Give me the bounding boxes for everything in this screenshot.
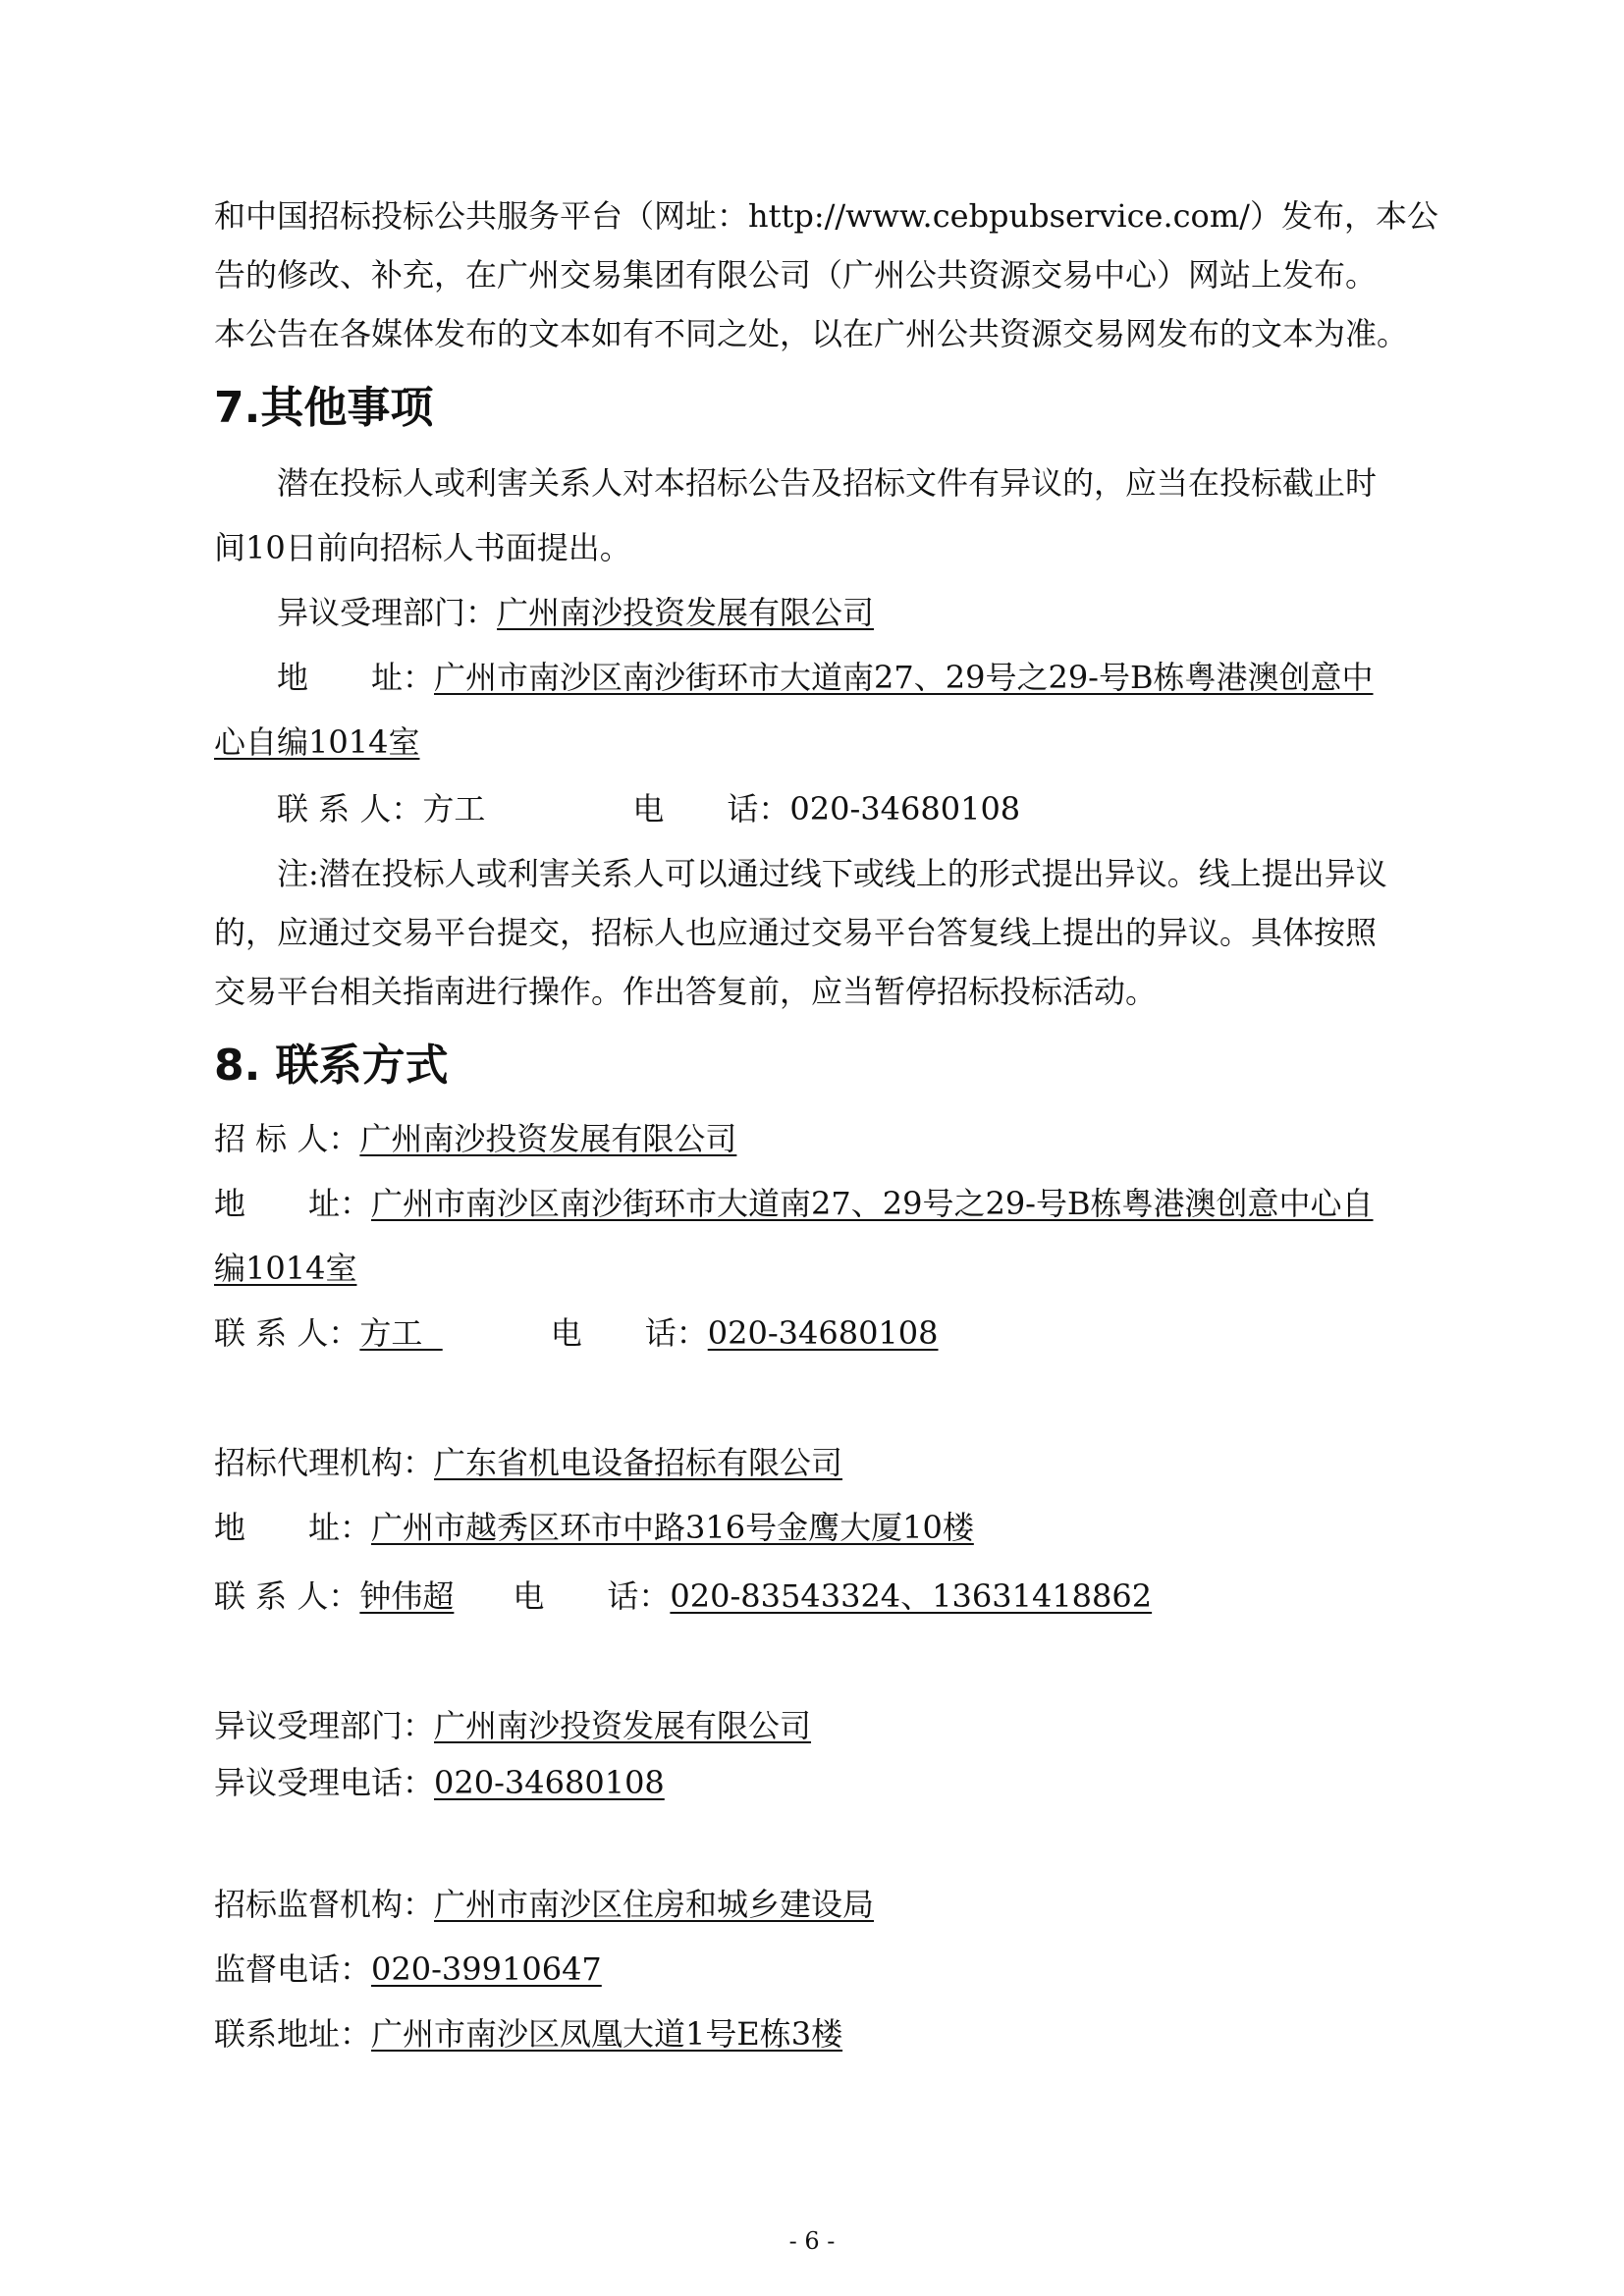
- tenderer-phone-value: 020-34680108: [707, 1314, 939, 1352]
- agent-row: [214, 1443, 842, 1482]
- objection-address-value: 广州市南沙区南沙街环市大道南27、29号之29-号B栋粤港澳创意中: [434, 659, 1374, 696]
- intro-line-2: 告的修改、补充，在广州交易集团有限公司（广州公共资源交易中心）网站上发布。: [214, 256, 1378, 294]
- supervisor-address-label: 联系地址：: [214, 2015, 372, 2053]
- objection-contact-value: 方工: [422, 790, 486, 828]
- objection-contact-label: 联 系 人：: [277, 790, 423, 828]
- intro-line-3: 本公告在各媒体发布的文本如有不同之处，以在广州公共资源交易网发布的文本为准。: [214, 315, 1409, 352]
- tenderer-contact-row: [214, 1313, 939, 1353]
- supervisor-row: [214, 1885, 874, 1924]
- tenderer-address-row: [214, 1184, 1374, 1223]
- tenderer-address-value: 广州市南沙区南沙街环市大道南27、29号之29-号B栋粤港澳创意中心自: [371, 1185, 1374, 1222]
- objection-dept-2-row: [214, 1706, 811, 1745]
- objection-phone-value: 020-34680108: [789, 790, 1021, 828]
- agent-phone-value: 020-83543324、13631418862: [670, 1577, 1153, 1615]
- agent-value: 广东省机电设备招标有限公司: [434, 1444, 843, 1481]
- objection-address-row: [214, 658, 1374, 697]
- tenderer-row: [214, 1119, 736, 1158]
- supervisor-phone-label: 监督电话：: [214, 1950, 372, 1988]
- tenderer-address-value-cont: 编1014室: [214, 1250, 357, 1287]
- note-line-1: 注:潜在投标人或利害关系人可以通过线下或线上的形式提出异议。线上提出异议: [277, 855, 1387, 892]
- agent-contact-label: 联 系 人：: [214, 1577, 360, 1615]
- note-line-3: 交易平台相关指南进行操作。作出答复前，应当暂停招标投标活动。: [214, 973, 1158, 1010]
- agent-contact-row: [214, 1576, 1152, 1616]
- objection-dept-2-label: 异议受理部门：: [214, 1707, 435, 1744]
- agent-phone-label: 电 话：: [513, 1577, 671, 1615]
- objection-address-continued: [214, 722, 419, 762]
- supervisor-phone-value: 020-39910647: [371, 1950, 602, 1988]
- objection-contact-row: [214, 789, 1020, 828]
- section-8-heading: 8. 联系方式: [214, 1041, 449, 1091]
- objection-address-value-cont: 心自编1014室: [214, 723, 420, 761]
- objection-dept-label: 异议受理部门：: [277, 594, 498, 631]
- agent-label: 招标代理机构：: [214, 1444, 435, 1481]
- supervisor-value: 广州市南沙区住房和城乡建设局: [434, 1886, 875, 1923]
- objection-phone-label: 电 话：: [632, 790, 790, 828]
- agent-address-label: 地 址：: [214, 1509, 372, 1546]
- objection-paragraph-line-1: 潜在投标人或利害关系人对本招标公告及招标文件有异议的，应当在投标截止时: [277, 464, 1378, 502]
- objection-dept-2-value: 广州南沙投资发展有限公司: [434, 1707, 812, 1744]
- agent-contact-value: 钟伟超: [359, 1577, 455, 1615]
- tenderer-address-label: 地 址：: [214, 1185, 372, 1222]
- objection-dept-value: 广州南沙投资发展有限公司: [497, 594, 875, 631]
- tenderer-value: 广州南沙投资发展有限公司: [359, 1120, 737, 1157]
- tenderer-address-continued: [214, 1249, 356, 1288]
- objection-phone-2-label: 异议受理电话：: [214, 1764, 435, 1801]
- tenderer-label: 招 标 人：: [214, 1120, 360, 1157]
- tenderer-contact-label: 联 系 人：: [214, 1314, 360, 1352]
- tenderer-contact-value: 方工: [359, 1314, 443, 1352]
- section-7-heading: 7.其他事项: [214, 383, 434, 433]
- objection-address-label: 地 址：: [277, 659, 435, 696]
- supervisor-address-row: [214, 2014, 842, 2054]
- objection-dept-row: [214, 593, 874, 632]
- supervisor-phone-row: [214, 1949, 602, 1989]
- objection-phone-2-row: [214, 1763, 665, 1802]
- tenderer-phone-label: 电 话：: [550, 1314, 708, 1352]
- objection-phone-2-value: 020-34680108: [434, 1764, 665, 1801]
- objection-paragraph-line-2: 间10日前向招标人书面提出。: [214, 529, 631, 566]
- agent-address-row: [214, 1508, 974, 1547]
- page-number: - 6 -: [788, 2227, 836, 2255]
- intro-line-1: 和中国招标投标公共服务平台（网址：http://www.cebpubservice.com/）发布，本公: [214, 197, 1438, 235]
- supervisor-label: 招标监督机构：: [214, 1886, 435, 1923]
- note-line-2: 的，应通过交易平台提交，招标人也应通过交易平台答复线上提出的异议。具体按照: [214, 914, 1378, 951]
- supervisor-address-value: 广州市南沙区凤凰大道1号E栋3楼: [371, 2015, 843, 2053]
- agent-address-value: 广州市越秀区环市中路316号金鹰大厦10楼: [371, 1509, 974, 1546]
